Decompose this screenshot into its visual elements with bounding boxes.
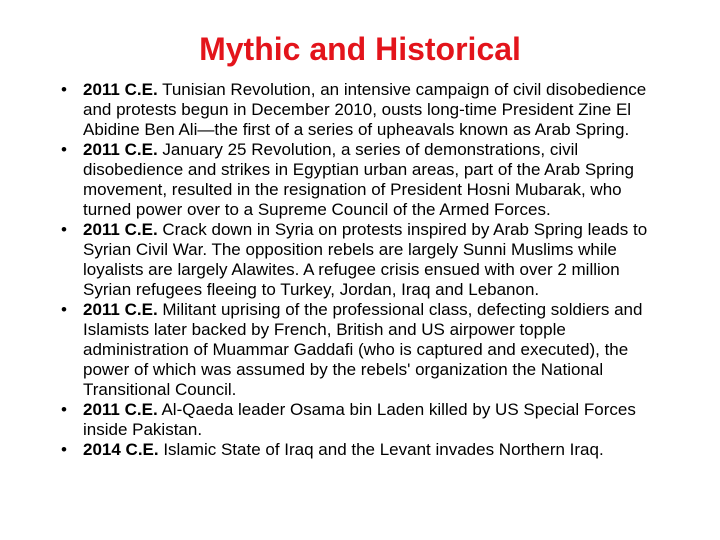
bullet-icon: • xyxy=(61,300,67,319)
bullet-item xyxy=(58,400,668,440)
bullet-icon: • xyxy=(61,80,67,99)
bullet-icon: • xyxy=(61,140,67,159)
bullet-year: 2011 C.E. xyxy=(83,300,158,319)
bullet-text: Tunisian Revolution, an intensive campaign of civil disobedience and protests begun in December 2010, ousts long-time President Zine El Abidine Ben Ali—the first of a series of upheavals known as Arab Spring. xyxy=(83,80,647,139)
bullet-year: 2014 C.E. xyxy=(83,440,159,459)
bullet-text: Islamic State of Iraq and the Levant invades Northern Iraq. xyxy=(158,440,604,459)
bullet-list xyxy=(58,80,668,460)
bullet-item xyxy=(58,220,668,300)
bullet-year: 2011 C.E. xyxy=(83,80,158,99)
bullet-text: Crack down in Syria on protests inspired by Arab Spring leads to Syrian Civil War. The opposition rebels are largely Sunni Muslims while loyalists are largely Alawites. A refugee crisis ensued with over 2 million Syrian refugees fleeing to Turkey, Jordan, Iraq and Lebanon. xyxy=(83,220,648,299)
slide-title: Mythic and Historical xyxy=(199,31,521,67)
bullet-text: January 25 Revolution, a series of demonstrations, civil disobedience and strikes in Egyptian urban areas, part of the Arab Spring movement, resulted in the resignation of President Hosni Mubarak, who turned power over to a Supreme Council of the Armed Forces. xyxy=(83,140,634,219)
bullet-icon: • xyxy=(61,440,67,459)
bullet-year: 2011 C.E. xyxy=(83,400,158,419)
bullet-icon: • xyxy=(61,400,67,419)
bullet-year: 2011 C.E. xyxy=(83,140,158,159)
bullet-text: Al-Qaeda leader Osama bin Laden killed by US Special Forces inside Pakistan. xyxy=(83,400,636,439)
bullet-item xyxy=(58,140,668,220)
bullet-text: Militant uprising of the professional class, defecting soldiers and Islamists later backed by French, British and US airpower topple administration of Muammar Gaddafi (who is captured and executed), the power of which was assumed by the rebels' organization the National Transitional Council. xyxy=(83,300,643,399)
bullet-item xyxy=(58,300,668,400)
bullet-year: 2011 C.E. xyxy=(83,220,158,239)
bullet-item xyxy=(58,440,668,460)
bullet-item xyxy=(58,80,668,140)
bullet-icon: • xyxy=(61,220,67,239)
